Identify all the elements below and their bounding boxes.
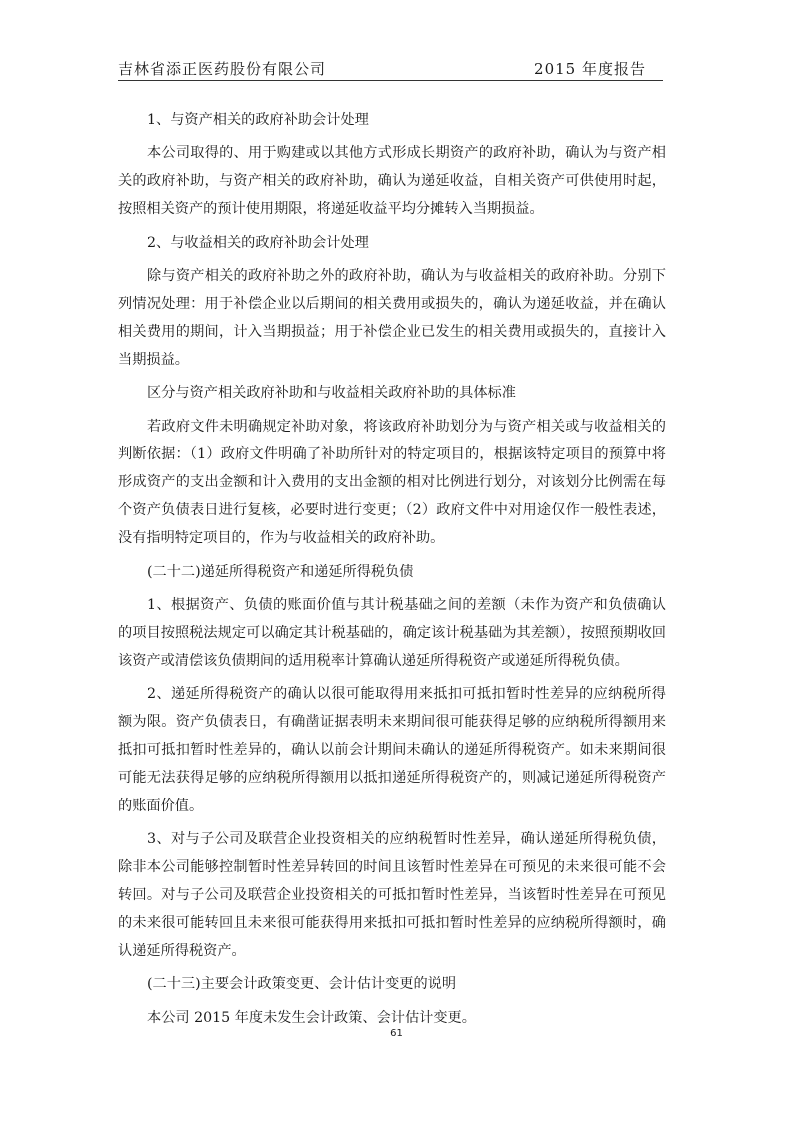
report-title: 2015 年度报告 (534, 60, 646, 78)
paragraph-deferred-tax-2: 2、递延所得税资产的确认以很可能取得用来抵扣可抵扣暂时性差异的应纳税所得额为限。资产负债表日，有确凿证据表明未来期间很可能获得足够的应纳税所得额用来抵扣可抵扣暂时性差异的，确认以前会计期间未确认的递延所得税资产。如未来期间很可能无法获得足够的应纳税所得额用以抵扣递延所得税资产的，则减记递延所得税资产的账面价值。 (118, 686, 666, 814)
paragraph-deferred-tax-1: 1、根据资产、负债的账面价值与其计税基础之间的差额（未作为资产和负债确认的项目按照税法规定可以确定其计税基础的，确定该计税基础为其差额），按照预期收回该资产或清偿该负债期间的适用税率计算确认递延所得税资产或递延所得税负债。 (118, 597, 666, 669)
heading-section-22: (二十二)递延所得税资产和递延所得税负债 (147, 563, 414, 580)
heading-classification-criteria: 区分与资产相关政府补助和与收益相关政府补助的具体标准 (147, 385, 516, 402)
paragraph-deferred-tax-3: 3、对与子公司及联营企业投资相关的应纳税暂时性差异，确认递延所得税负债，除非本公司能够控制暂时性差异转回的时间且该暂时性差异在可预见的未来很可能不会转回。对与子公司及联营企业投资相关的可抵扣暂时性差异，当该暂时性差异在可预见的未来很可能转回且未来很可能获得用来抵扣可抵扣暂时性差异的应纳税所得额时，确认递延所得税资产。 (118, 831, 666, 959)
paragraph-income-related-grant: 除与资产相关的政府补助之外的政府补助，确认为与收益相关的政府补助。分别下列情况处理：用于补偿企业以后期间的相关费用或损失的，确认为递延收益，并在确认相关费用的期间，计入当期损益；用于补偿企业已发生的相关费用或损失的，直接计入当期损益。 (118, 268, 666, 368)
page-header (118, 56, 658, 82)
paragraph-policy-change: 本公司 2015 年度未发生会计政策、会计估计变更。 (147, 1009, 476, 1026)
heading-section-23: (二十三)主要会计政策变更、会计估计变更的说明 (147, 976, 457, 993)
page-number: 61 (390, 1028, 403, 1039)
heading-asset-related-grant: 1、与资产相关的政府补助会计处理 (147, 112, 369, 128)
paragraph-asset-related-grant: 本公司取得的、用于购建或以其他方式形成长期资产的政府补助，确认为与资产相关的政府补助，与资产相关的政府补助，确认为递延收益，自相关资产可供使用时起，按照相关资产的预计使用期限，将递延收益平均分摊转入当期损益。 (118, 145, 666, 218)
header-divider (118, 80, 663, 81)
heading-income-related-grant: 2、与收益相关的政府补助会计处理 (147, 234, 369, 251)
paragraph-classification-criteria: 若政府文件未明确规定补助对象，将该政府补助划分为与资产相关或与收益相关的判断依据：（1）政府文件明确了补助所针对的特定项目的，根据该特定项目的预算中将形成资产的支出金额和计入费用的支出金额的相对比例进行划分，对该划分比例需在每个资产负债表日进行复核，必要时进行变更；（2）政府文件中对用途仅作一般性表述，没有指明特定项目的，作为与收益相关的政府补助。 (118, 418, 666, 547)
document-body (118, 107, 666, 1038)
company-name: 吉林省添正医药股份有限公司 (118, 60, 327, 78)
